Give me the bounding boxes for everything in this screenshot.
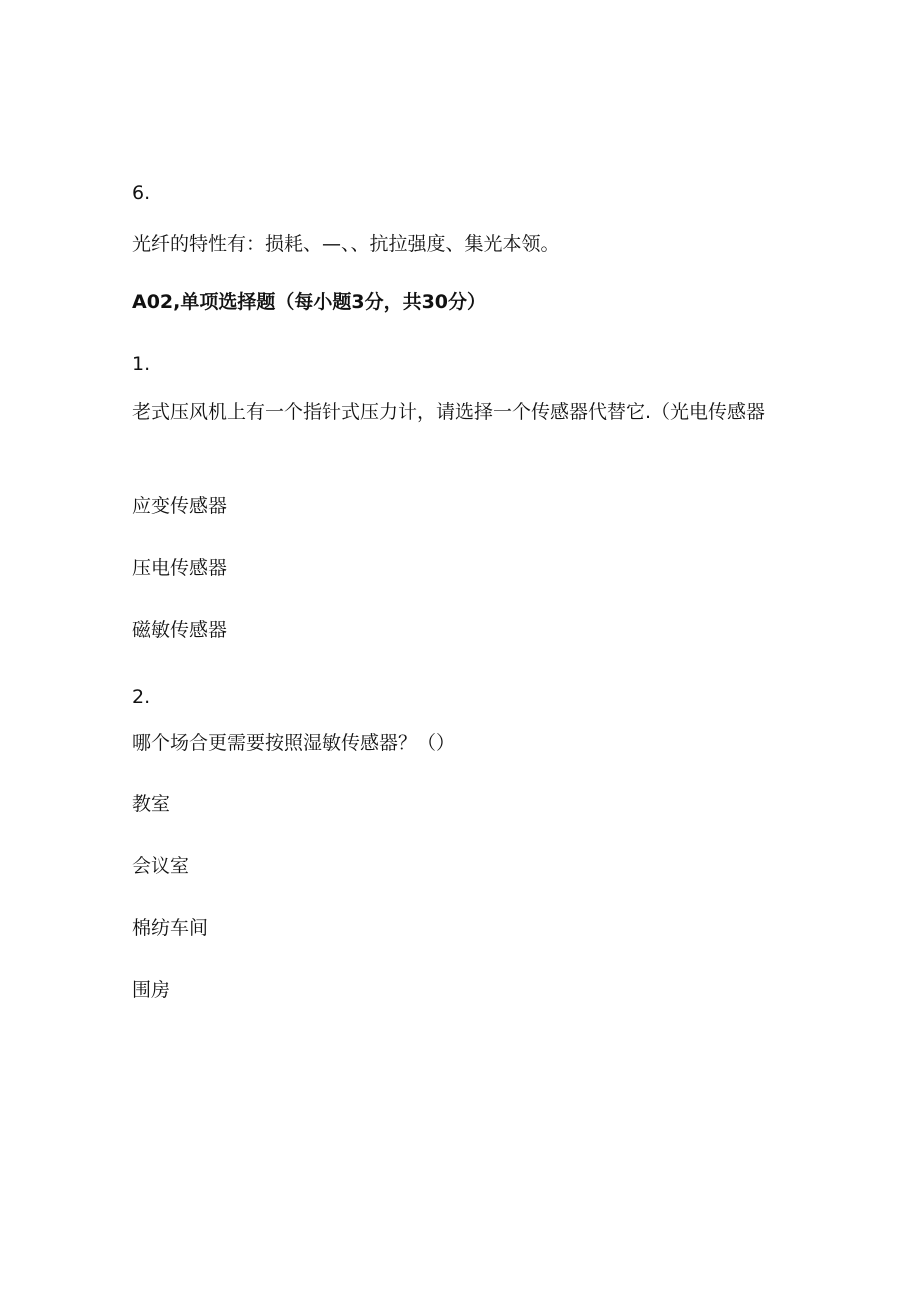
question-1-option: 应变传感器 xyxy=(132,495,228,517)
question-1-option: 压电传感器 xyxy=(132,557,228,579)
question-6-number: 6. xyxy=(132,182,151,204)
question-2-option: 教室 xyxy=(132,793,171,815)
question-1-text: 老式压风机上有一个指针式压力计，请选择一个传感器代替它.（光电传感器 xyxy=(132,401,766,423)
section-heading: A02,单项选择题（每小题3分，共30分） xyxy=(132,291,487,313)
question-2-option: 会议室 xyxy=(132,855,190,877)
question-2-text: 哪个场合更需要按照湿敏传感器？（） xyxy=(132,732,456,754)
question-1-option: 磁敏传感器 xyxy=(132,619,228,641)
question-2-option: 围房 xyxy=(132,979,171,1001)
question-1-number: 1. xyxy=(132,353,151,375)
question-6-text: 光纤的特性有：损耗、—、、抗拉强度、集光本领。 xyxy=(132,233,560,255)
question-2-number: 2. xyxy=(132,686,151,708)
question-2-option: 棉纺车间 xyxy=(132,917,209,939)
